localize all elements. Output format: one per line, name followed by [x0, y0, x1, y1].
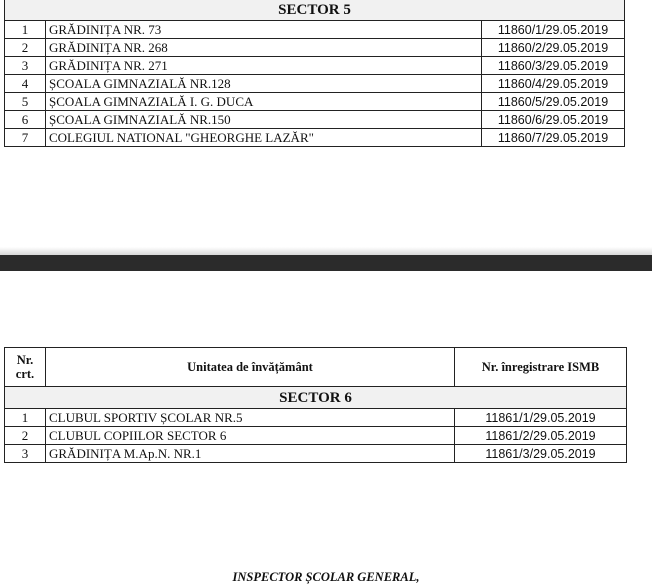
document-page-top: [0, 0, 652, 255]
table-row: [5, 129, 625, 147]
registration-number: 11860/5/29.05.2019: [482, 93, 625, 111]
registration-number: 11860/1/29.05.2019: [482, 21, 625, 39]
unit-name: GRĂDINIȚA NR. 268: [46, 39, 482, 57]
registration-number: 11860/3/29.05.2019: [482, 57, 625, 75]
registration-number: 11860/2/29.05.2019: [482, 39, 625, 57]
sector-header-row: [5, 387, 627, 409]
page-divider: [0, 255, 652, 271]
header-unit: Unitatea de învățământ: [46, 348, 455, 387]
unit-name: CLUBUL COPIILOR SECTOR 6: [46, 427, 455, 445]
row-number: 2: [5, 427, 46, 445]
registration-number: 11860/7/29.05.2019: [482, 129, 625, 147]
sector-title: SECTOR 5: [5, 0, 625, 21]
row-number: 1: [5, 21, 46, 39]
table-header-row: [5, 348, 627, 387]
table-row: [5, 111, 625, 129]
unit-name: ȘCOALA GIMNAZIALĂ NR.128: [46, 75, 482, 93]
signature-title: INSPECTOR ȘCOLAR GENERAL,: [232, 570, 420, 584]
table-row: [5, 57, 625, 75]
unit-name: COLEGIUL NATIONAL "GHEORGHE LAZĂR": [46, 129, 482, 147]
sector6-table: [4, 347, 627, 463]
header-nr-crt: Nr. crt.: [5, 348, 46, 387]
table-row: [5, 427, 627, 445]
unit-name: GRĂDINIȚA M.Ap.N. NR.1: [46, 445, 455, 463]
unit-name: ȘCOALA GIMNAZIALĂ NR.150: [46, 111, 482, 129]
unit-name: GRĂDINIȚA NR. 271: [46, 57, 482, 75]
unit-name: CLUBUL SPORTIV ȘCOLAR NR.5: [46, 409, 455, 427]
registration-number: 11861/3/29.05.2019: [455, 445, 627, 463]
document-page-bottom: [0, 271, 652, 580]
row-number: 3: [5, 445, 46, 463]
table-row: [5, 39, 625, 57]
unit-name: GRĂDINIȚA NR. 73: [46, 21, 482, 39]
unit-name: ȘCOALA GIMNAZIALĂ I. G. DUCA: [46, 93, 482, 111]
row-number: 5: [5, 93, 46, 111]
sector-header-row: [5, 0, 625, 21]
row-number: 6: [5, 111, 46, 129]
table-row: [5, 445, 627, 463]
table-row: [5, 409, 627, 427]
table-row: [5, 93, 625, 111]
registration-number: 11860/6/29.05.2019: [482, 111, 625, 129]
registration-number: 11860/4/29.05.2019: [482, 75, 625, 93]
header-registration: Nr. înregistrare ISMB: [455, 348, 627, 387]
registration-number: 11861/1/29.05.2019: [455, 409, 627, 427]
table-row: [5, 21, 625, 39]
sector-title: SECTOR 6: [5, 387, 627, 409]
row-number: 7: [5, 129, 46, 147]
table-row: [5, 75, 625, 93]
row-number: 1: [5, 409, 46, 427]
row-number: 4: [5, 75, 46, 93]
registration-number: 11861/2/29.05.2019: [455, 427, 627, 445]
row-number: 3: [5, 57, 46, 75]
row-number: 2: [5, 39, 46, 57]
sector5-table: [4, 0, 625, 147]
